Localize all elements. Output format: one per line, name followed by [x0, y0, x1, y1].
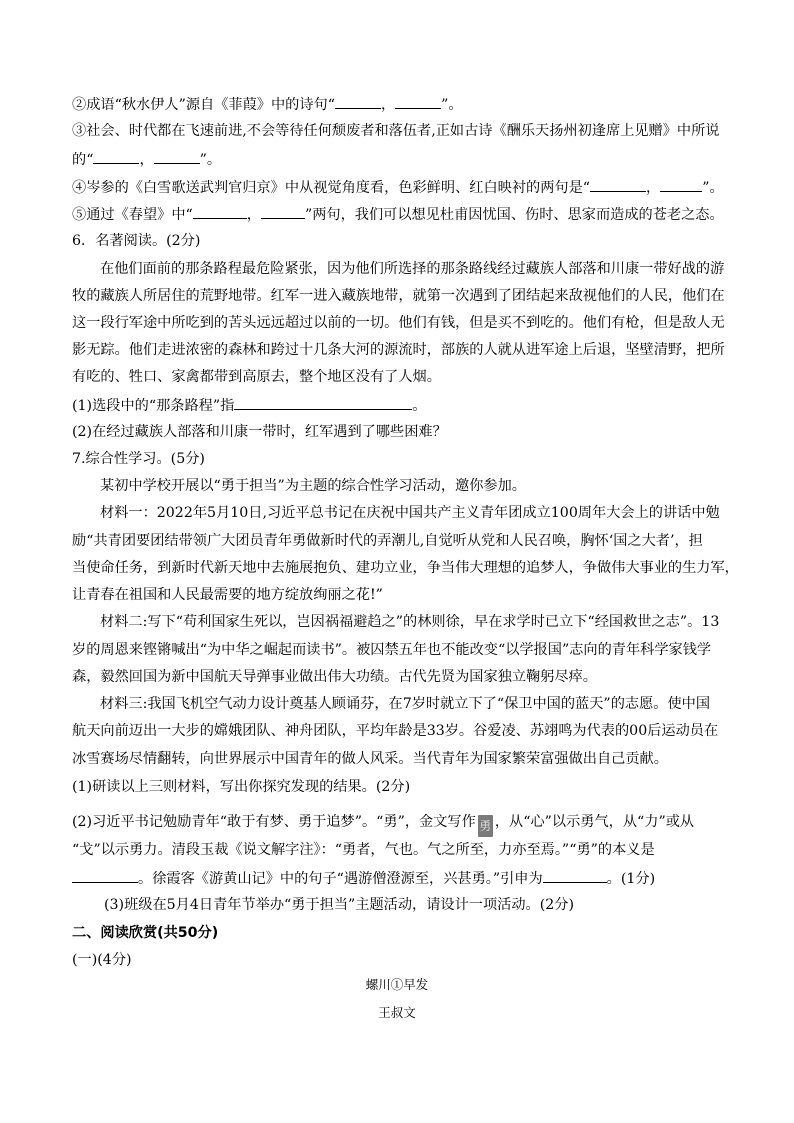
q7-material-1-line: 让青春在祖国和人民最需要的地方绽放绚丽之花!”	[72, 587, 383, 603]
answer-blank	[72, 868, 138, 883]
q7-material-1-line: 材料一：2022年5月10日,习近平总书记在庆祝中国共产主义青年团成立100周年大会上的讲话中勉	[100, 505, 720, 521]
blank	[395, 94, 441, 109]
q7-sub-3: (3)班级在5月4日青年节举办“勇于担当”主题活动，请设计一项活动。(2分)	[104, 897, 575, 913]
q6-passage-line: 影无踪。他们走进浓密的森林和跨过十几条大河的源流时，部族的人就从进军途上后退，坚壁清野，把所	[72, 342, 725, 358]
q7-material-3-line: 航天向前迈出一大步的嫦娥团队、神舟团队，平均年龄是33岁。谷爱凌、苏翊鸣为代表的00后运动员在	[72, 723, 719, 739]
q7-material-3-line: 材料三:我国飞机空气动力设计奠基人顾诵芬，在7岁时就立下了“保卫中国的蓝天”的志愿。使中国	[100, 696, 711, 712]
q7-material-3-line: 冰雪赛场尽情翻转，向世界展示中国青年的做人风采。当代青年为国家繁荣富强做出自己贡献。	[72, 751, 668, 767]
q7-material-1-line: 励“共青团要团结带领广大团员青年勇做新时代的弄潮儿,自觉听从党和人民召唤，胸怀‘国之大者’，担	[72, 533, 703, 549]
answer-blank	[543, 868, 607, 883]
answer-blank	[234, 395, 412, 410]
q7-intro: 某初中学校开展以“勇于担当”为主题的综合性学习活动，邀你参加。	[100, 478, 526, 494]
blank	[590, 177, 646, 192]
q7-material-1-line: 当使命任务，到新时代新天地中去施展抱负、建功立业，争当伟大理想的追梦人，争做伟大事业的生力军，	[72, 560, 739, 576]
blank	[335, 94, 381, 109]
q7-heading: 7.综合性学习。(5分)	[72, 451, 205, 467]
q6-sub-2: (2)在经过藏族人部落和川康一带时，红军遇到了哪些困难？	[72, 424, 447, 440]
q5-item-5: ⑤通过《春望》中“ ， ”两句，我们可以想见杜甫因忧国、伤时、思家而造成的苍老之态。	[72, 204, 724, 225]
poem-title: 螺川①早发	[365, 977, 429, 992]
q5-item-3-line1: ③社会、时代都在飞速前进,不会等待任何颓废者和落伍者,正如古诗《酬乐天扬州初逢席上见赠》中所说	[72, 123, 720, 139]
q7-material-2-line: 岁的周恩来铿锵喊出“为中华之崛起而读书”。被囚禁五年也不能改变“以学报国”志向的青年科学家钱学	[72, 642, 712, 658]
blank	[660, 177, 702, 192]
q7-sub-2-line3: 。徐霞客《游黄山记》中的句子“遇游僧澄源至，兴甚勇。”引申为 。(1分)	[72, 868, 655, 889]
q7-sub-2-line1: (2)习近平书记勉励青年“敢于有梦、勇于追梦”。“勇”，金文写作 勇 ，从“心”以示勇气，从“力”或从	[72, 812, 694, 837]
q7-sub-1: (1)研读以上三则材料，写出你探究发现的结果。(2分)	[72, 779, 411, 795]
q6-passage-line: 有吃的、牲口、家禽都带到高原去，整个地区没有了人烟。	[72, 369, 441, 385]
q7-material-2-line: 材料二:写下“苟利国家生死以，岂因祸福避趋之”的林则徐，早在求学时已立下“经国救世之志”。13	[100, 614, 720, 630]
q6-passage-line: 牧的藏族人所居住的荒野地带。红军一进入藏族地带，就第一次遇到了团结起来敌视他们的人民，他们在	[72, 288, 725, 304]
q6-sub-1: (1)选段中的“那条路程”指 。	[72, 395, 427, 416]
section-2-part-1: (一)(4分)	[72, 952, 132, 968]
blank	[93, 149, 139, 164]
q5-item-3-line2: 的“ ， ”。	[72, 149, 221, 170]
poem-author: 王叔文	[378, 1005, 416, 1020]
blank	[193, 204, 247, 219]
q6-passage-line: 在他们面前的那条路程最危险紧张，因为他们所选择的那条路线经过藏族人部落和川康一带好战的游	[100, 261, 725, 277]
blank	[261, 204, 305, 219]
q7-sub-2-line2: “戈”以示勇力。清段玉裁《说文解字注》：“勇者，气也。气之所至，力亦至焉。”“勇”的本义是	[72, 842, 655, 858]
q6-passage-line: 这一段行军途中所吃到的苦头远远超过以前的一切。他们有钱，但是买不到吃的。他们有枪，但是敌人无	[72, 315, 725, 331]
bronze-script-glyph-image: 勇	[478, 815, 493, 837]
q5-item-2: ②成语“秋水伊人”源自《菲葭》中的诗句“ ， ”。	[72, 94, 463, 115]
blank	[154, 149, 200, 164]
section-2-heading: 二、阅读欣赏(共50分)	[72, 925, 219, 941]
q5-item-4: ④岑参的《白雪歌送武判官归京》中从视觉角度看，色彩鲜明、红白映衬的两句是“ ， ”。	[72, 177, 724, 198]
q6-heading: 6．名著阅读。(2分)	[72, 233, 201, 249]
q7-material-2-line: 森，毅然回国为新中国航天导弹事业做出伟大功绩。古代先贤为国家独立鞠躬尽瘁。	[72, 669, 597, 685]
